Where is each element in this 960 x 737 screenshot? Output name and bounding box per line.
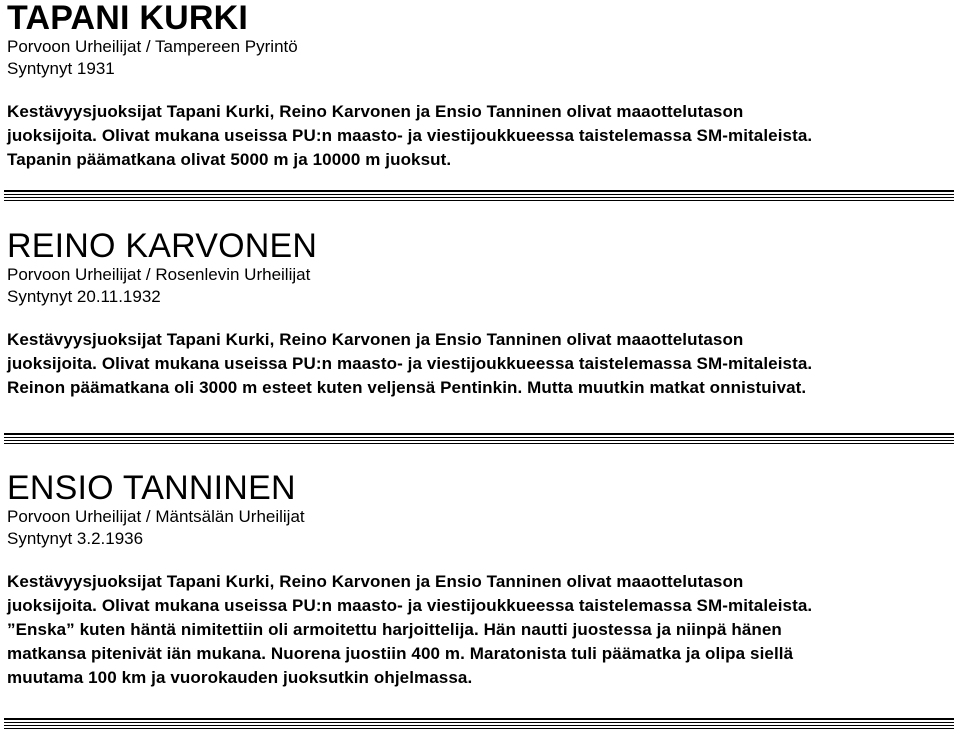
- bio-line: Reinon päämatkana oli 3000 m esteet kuten veljensä Pentinkin. Mutta muutkin matkat onnistuivat.: [7, 378, 807, 397]
- section-divider: [4, 718, 954, 731]
- bio-line: muutama 100 km ja vuorokauden juoksutkin ohjelmassa.: [7, 668, 473, 687]
- section-divider: [4, 433, 954, 446]
- bio-line: Tapanin päämatkana olivat 5000 m ja 10000 m juoksut.: [7, 150, 452, 169]
- athlete-name: TAPANI KURKI: [7, 0, 249, 37]
- bio-line: Kestävyysjuoksijat Tapani Kurki, Reino Karvonen ja Ensio Tanninen olivat maaottelutason: [7, 330, 744, 349]
- athlete-name: ENSIO TANNINEN: [7, 469, 296, 507]
- athlete-clubs: Porvoon Urheilijat / Tampereen Pyrintö: [7, 37, 298, 56]
- athlete-born: Syntynyt 3.2.1936: [7, 529, 144, 548]
- athlete-clubs: Porvoon Urheilijat / Mäntsälän Urheilijat: [7, 507, 305, 526]
- bio-line: Kestävyysjuoksijat Tapani Kurki, Reino Karvonen ja Ensio Tanninen olivat maaottelutason: [7, 102, 744, 121]
- bio-line: juoksijoita. Olivat mukana useissa PU:n maasto- ja viestijoukkueessa taistelemassa SM-mitaleista.: [7, 126, 813, 145]
- athlete-name: REINO KARVONEN: [7, 227, 318, 265]
- athlete-clubs: Porvoon Urheilijat / Rosenlevin Urheilijat: [7, 265, 311, 284]
- athlete-born: Syntynyt 1931: [7, 59, 115, 78]
- bio-line: Kestävyysjuoksijat Tapani Kurki, Reino Karvonen ja Ensio Tanninen olivat maaottelutason: [7, 572, 744, 591]
- athlete-born: Syntynyt 20.11.1932: [7, 287, 161, 306]
- bio-line: matkansa pitenivät iän mukana. Nuorena juostiin 400 m. Maratonista tuli päämatka ja olipa siellä: [7, 644, 794, 663]
- bio-line: juoksijoita. Olivat mukana useissa PU:n maasto- ja viestijoukkueessa taistelemassa SM-mitaleista.: [7, 596, 813, 615]
- athlete-section-karvonen: [7, 228, 960, 400]
- athlete-section-tanninen: [7, 470, 960, 690]
- bio-line: ”Enska” kuten häntä nimitettiin oli armoitettu harjoittelija. Hän nautti juostessa ja niinpä hänen: [7, 620, 782, 639]
- bio-line: juoksijoita. Olivat mukana useissa PU:n maasto- ja viestijoukkueessa taistelemassa SM-mitaleista.: [7, 354, 813, 373]
- athlete-section-kurki: [7, 0, 960, 172]
- section-divider: [4, 190, 954, 203]
